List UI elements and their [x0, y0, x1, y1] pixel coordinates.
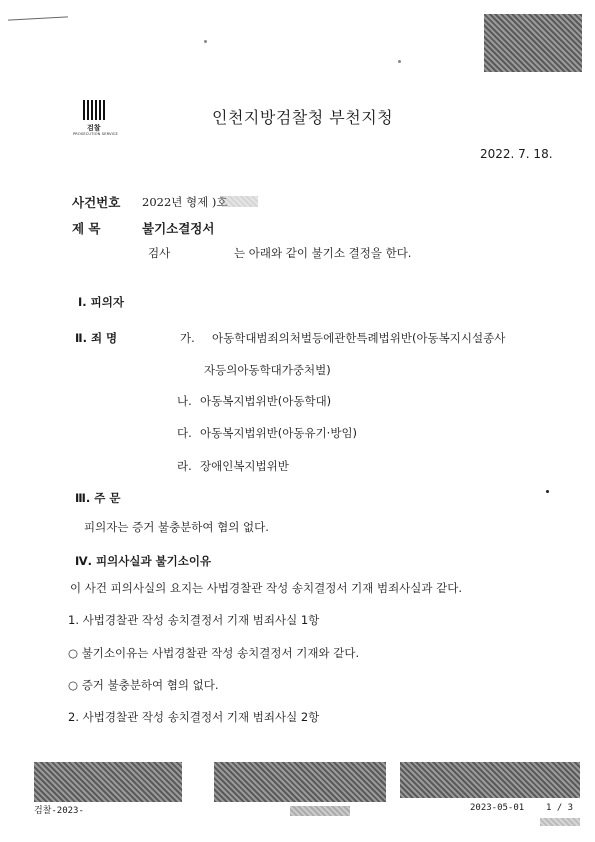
reason-line: ○ 증거 불충분하여 혐의 없다.: [68, 678, 219, 692]
reason-line: 이 사건 피의사실의 요지는 사법경찰관 작성 송치결정서 기재 범죄사실과 같다.: [70, 581, 463, 595]
charge-text: 장애인복지법위반: [200, 459, 289, 473]
logo-subtitle: PROSECUTION SERVICE: [73, 132, 118, 136]
case-number: 2022년 형제 )호: [142, 195, 228, 209]
redaction-block: [290, 806, 350, 816]
footer-doc-id: 검찰-2023-: [34, 806, 84, 816]
redaction-block: [540, 818, 580, 826]
footer-page-number: 1 / 3: [546, 803, 574, 813]
charge-text: 아동복지법위반(아동유기·방임): [200, 426, 358, 440]
section-reasons: Ⅳ. 피의사실과 불기소이유: [75, 554, 212, 568]
footer-date: 2023-05-01: [470, 803, 525, 813]
redaction-block: [222, 196, 258, 207]
reason-line: 1. 사법경찰관 작성 송치결정서 기재 범죄사실 1항: [68, 613, 320, 627]
redaction-block: [214, 762, 386, 802]
case-number-label: 사건번호: [72, 195, 121, 210]
charge-text: 아동복지법위반(아동학대): [200, 394, 332, 408]
order-text: 피의자는 증거 불충분하여 혐의 없다.: [84, 520, 269, 534]
charge-mark: 라.: [177, 459, 192, 473]
reason-line: ○ 불기소이유는 사법경찰관 작성 송치결정서 기재와 같다.: [68, 646, 360, 660]
subject-label: 제 목: [72, 221, 101, 236]
redaction-block: [400, 762, 580, 798]
charge-mark: 다.: [177, 426, 192, 440]
scan-dot: [398, 60, 401, 63]
charge-mark: 가.: [180, 331, 195, 345]
charge-text: 자등의아동학대가중처벌): [204, 363, 331, 377]
prosecutor-label: 검사: [148, 246, 171, 260]
section-charges: Ⅱ. 죄 명: [75, 331, 118, 345]
reason-line: 2. 사법경찰관 작성 송치결정서 기재 범죄사실 2항: [68, 710, 320, 724]
scan-dot: [546, 490, 549, 493]
scan-artifact-line: [8, 16, 68, 20]
section-suspect: Ⅰ. 피의자: [78, 295, 124, 309]
charge-mark: 나.: [177, 394, 192, 408]
section-order: Ⅲ. 주 문: [75, 491, 121, 505]
logo-label: 검찰: [87, 124, 101, 132]
decision-intro: 는 아래와 같이 불기소 결정을 한다.: [234, 246, 412, 260]
redaction-block: [484, 14, 582, 72]
office-title: 인천지방검찰청 부천지청: [212, 108, 394, 127]
redaction-block: [34, 762, 182, 802]
charge-text: 아동학대범죄의처벌등에관한특례법위반(아동복지시설종사: [212, 331, 506, 345]
document-date: 2022. 7. 18.: [480, 147, 553, 161]
subject-title: 불기소결정서: [142, 221, 215, 236]
scan-dot: [204, 40, 207, 43]
prosecution-logo-icon: [83, 100, 105, 122]
